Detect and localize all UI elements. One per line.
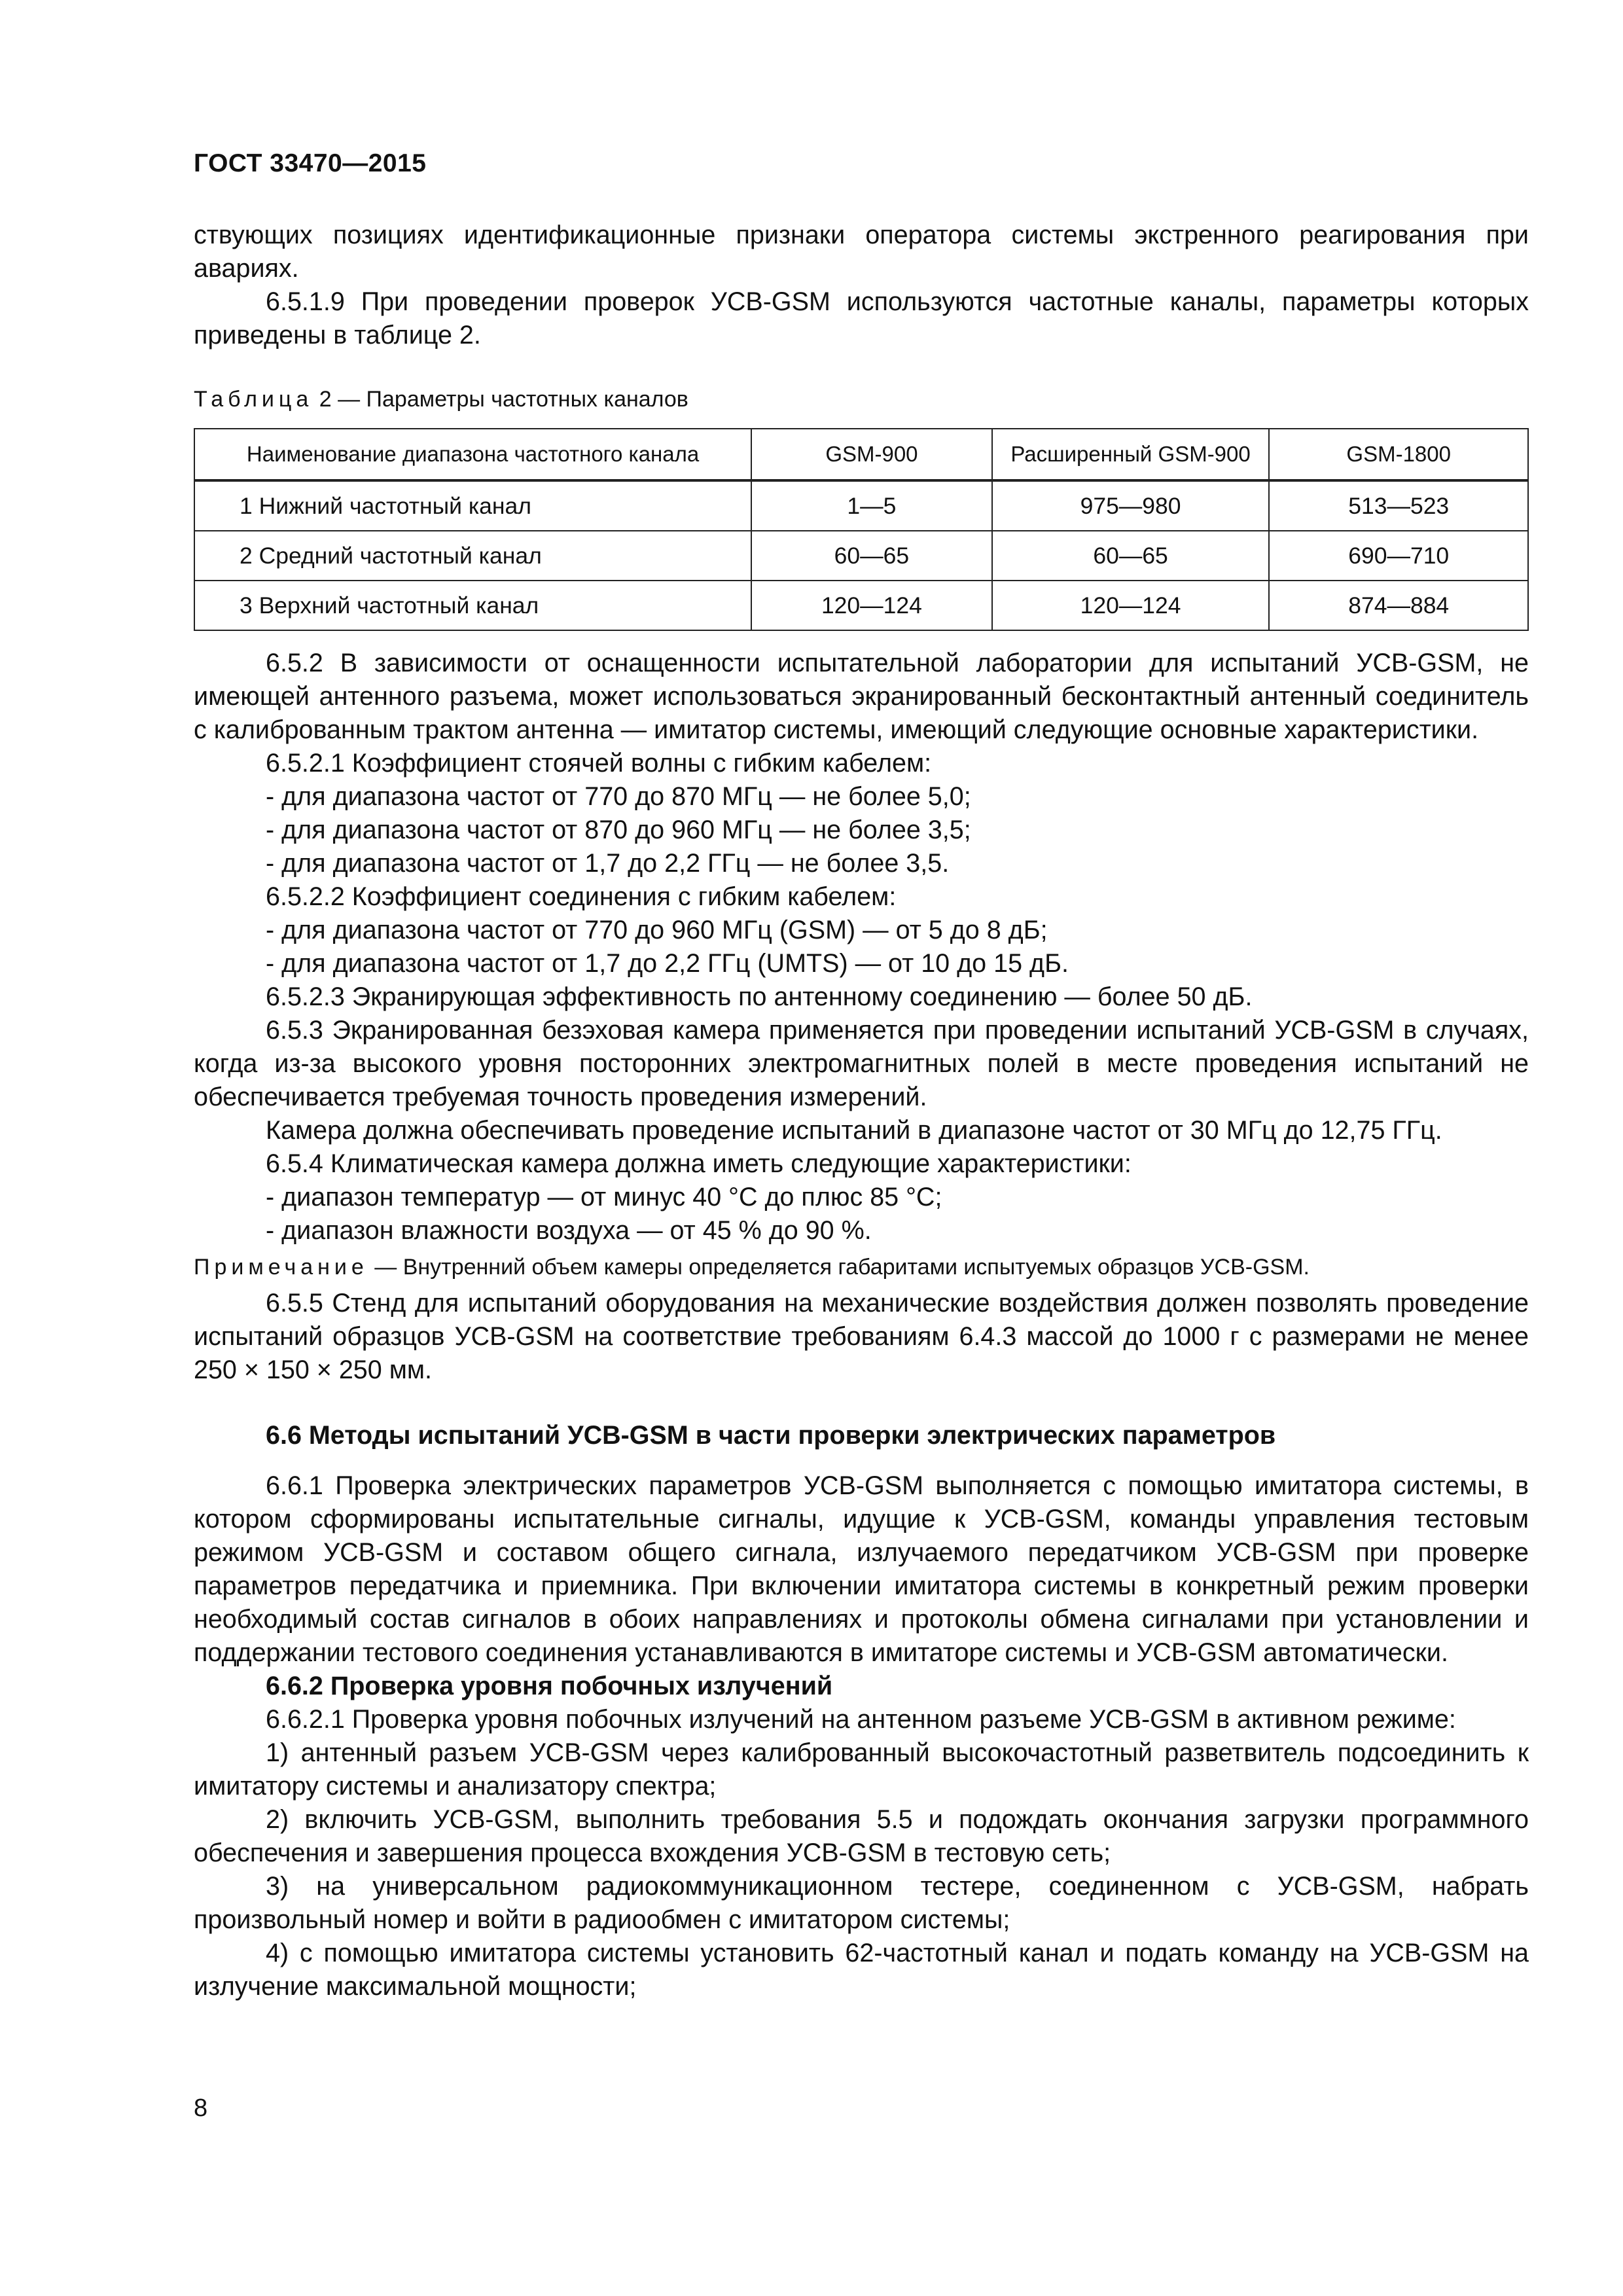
paragraph-6-5-2-3: 6.5.2.3 Экранирующая эффективность по антенному соединению — более 50 дБ. <box>266 982 1253 1011</box>
list-item: 2) включить УСВ-GSM, выполнить требования 5.5 и подождать окончания загрузки программного обеспечения и завершения процесса вхождения УСВ-GSM в тестовую сеть; <box>194 1805 1529 1867</box>
intro-block <box>194 219 1529 352</box>
list-item: 3) на универсальном радиокоммуникационном тестере, соединенном с УСВ-GSM, набрать произвольный номер и войти в радиообмен с имитатором системы; <box>194 1872 1529 1934</box>
table-header-cell: Наименование диапазона частотного канала <box>194 429 751 480</box>
section-heading: 6.6 Методы испытаний УСВ-GSM в части проверки электрических параметров <box>266 1421 1276 1450</box>
table-cell: 120—124 <box>751 581 992 630</box>
table-caption <box>194 385 688 414</box>
note-word: Примечание <box>194 1255 368 1280</box>
paragraph-chamber: Камера должна обеспечивать проведение испытаний в диапазоне частот от 30 МГц до 12,75 ГГц. <box>266 1116 1442 1145</box>
table-cell: 2 Средний частотный канал <box>194 531 751 581</box>
table-caption-title: 2 — Параметры частотных каналов <box>313 387 688 412</box>
table-cell: 60—65 <box>992 531 1270 581</box>
document-id: ГОСТ 33470—2015 <box>194 149 427 177</box>
table-header-row <box>194 429 1528 480</box>
table-cell: 60—65 <box>751 531 992 581</box>
table-header-cell: GSM-1800 <box>1269 429 1528 480</box>
table-cell: 1—5 <box>751 480 992 531</box>
paragraph-6-5-3: 6.5.3 Экранированная безэховая камера применяется при проведении испытаний УСВ-GSM в случаях, когда из-за высокого уровня посторонних электромагнитных полей в месте проведения испытаний не обеспечивается требуемая точность проведения измерений. <box>194 1016 1529 1111</box>
note-text: — Внутренний объем камеры определяется габаритами испытуемых образцов УСВ-GSM. <box>368 1255 1310 1280</box>
frequency-channels-table <box>194 428 1529 631</box>
list-item: - диапазон температур — от минус 40 °С до плюс 85 °С; <box>266 1183 942 1211</box>
table-row <box>194 531 1528 581</box>
subsection-heading: 6.6.2 Проверка уровня побочных излучений <box>266 1672 833 1700</box>
table-cell: 3 Верхний частотный канал <box>194 581 751 630</box>
table-header-cell: Расширенный GSM-900 <box>992 429 1270 480</box>
paragraph-6-6-2-1: 6.6.2.1 Проверка уровня побочных излучений на антенном разъеме УСВ-GSM в активном режиме: <box>266 1705 1456 1734</box>
table-caption-word: Таблица <box>194 387 313 412</box>
paragraph-6-5-1-9: 6.5.1.9 При проведении проверок УСВ-GSM используются частотные каналы, параметры которых приведены в таблице 2. <box>194 287 1529 350</box>
section-6-5-2 <box>194 647 1529 1387</box>
list-item: - для диапазона частот от 870 до 960 МГц — не более 3,5; <box>266 816 971 844</box>
paragraph-6-5-2-1: 6.5.2.1 Коэффициент стоячей волны с гибким кабелем: <box>266 749 932 778</box>
paragraph-continued: ствующих позициях идентификационные признаки оператора системы экстренного реагирования при авариях. <box>194 221 1529 283</box>
table-cell: 120—124 <box>992 581 1270 630</box>
paragraph-6-5-2: 6.5.2 В зависимости от оснащенности испытательной лаборатории для испытаний УСВ-GSM, не имеющей антенного разъема, может использоваться экранированный бесконтактный антенный соединитель с калиброванным трактом антенна — имитатор системы, имеющий следующие основные характеристики. <box>194 649 1529 744</box>
table-cell: 513—523 <box>1269 480 1528 531</box>
table-header-cell: GSM-900 <box>751 429 992 480</box>
list-item: 1) антенный разъем УСВ-GSM через калиброванный высокочастотный разветвитель подсоединить к имитатору системы и анализатору спектра; <box>194 1738 1529 1801</box>
paragraph-6-5-5: 6.5.5 Стенд для испытаний оборудования на механические воздействия должен позволять проведение испытаний образцов УСВ-GSM на соответствие требованиям 6.4.3 массой до 1000 г с размерами не менее 250 × 150 × 250 мм. <box>194 1289 1529 1384</box>
list-item: - диапазон влажности воздуха — от 45 % до 90 %. <box>266 1216 872 1245</box>
table-cell: 690—710 <box>1269 531 1528 581</box>
table-cell: 874—884 <box>1269 581 1528 630</box>
table-cell: 1 Нижний частотный канал <box>194 480 751 531</box>
table-cell: 975—980 <box>992 480 1270 531</box>
list-item: - для диапазона частот от 1,7 до 2,2 ГГц (UMTS) — от 10 до 15 дБ. <box>266 949 1069 978</box>
paragraph-6-6-1: 6.6.1 Проверка электрических параметров УСВ-GSM выполняется с помощью имитатора системы, в котором сформированы испытательные сигналы, идущие к УСВ-GSM, команды управления тестовым режимом УСВ-GSM и составом общего сигнала, излучаемого передатчиком УСВ-GSM при проверке параметров передатчика и приемника. При включении имитатора системы в конкретный режим проверки необходимый состав сигналов в обоих направлениях и протоколы обмена сигналами при установлении и поддержании тестового соединения устанавливаются в имитаторе системы и УСВ-GSM автоматически. <box>194 1471 1529 1667</box>
list-item: 4) с помощью имитатора системы установить 62-частотный канал и подать команду на УСВ-GSM на излучение максимальной мощности; <box>194 1939 1529 2001</box>
list-item: - для диапазона частот от 770 до 870 МГц — не более 5,0; <box>266 782 971 811</box>
note <box>194 1247 1529 1287</box>
paragraph-6-5-2-2: 6.5.2.2 Коэффициент соединения с гибким кабелем: <box>266 882 897 911</box>
page-number: 8 <box>194 2094 208 2122</box>
section-6-6 <box>194 1419 1529 2003</box>
list-item: - для диапазона частот от 770 до 960 МГц (GSM) — от 5 до 8 дБ; <box>266 916 1048 944</box>
table-row <box>194 480 1528 531</box>
paragraph-6-5-4: 6.5.4 Климатическая камера должна иметь следующие характеристики: <box>266 1149 1132 1178</box>
list-item: - для диапазона частот от 1,7 до 2,2 ГГц — не более 3,5. <box>266 849 950 878</box>
table-row <box>194 581 1528 630</box>
